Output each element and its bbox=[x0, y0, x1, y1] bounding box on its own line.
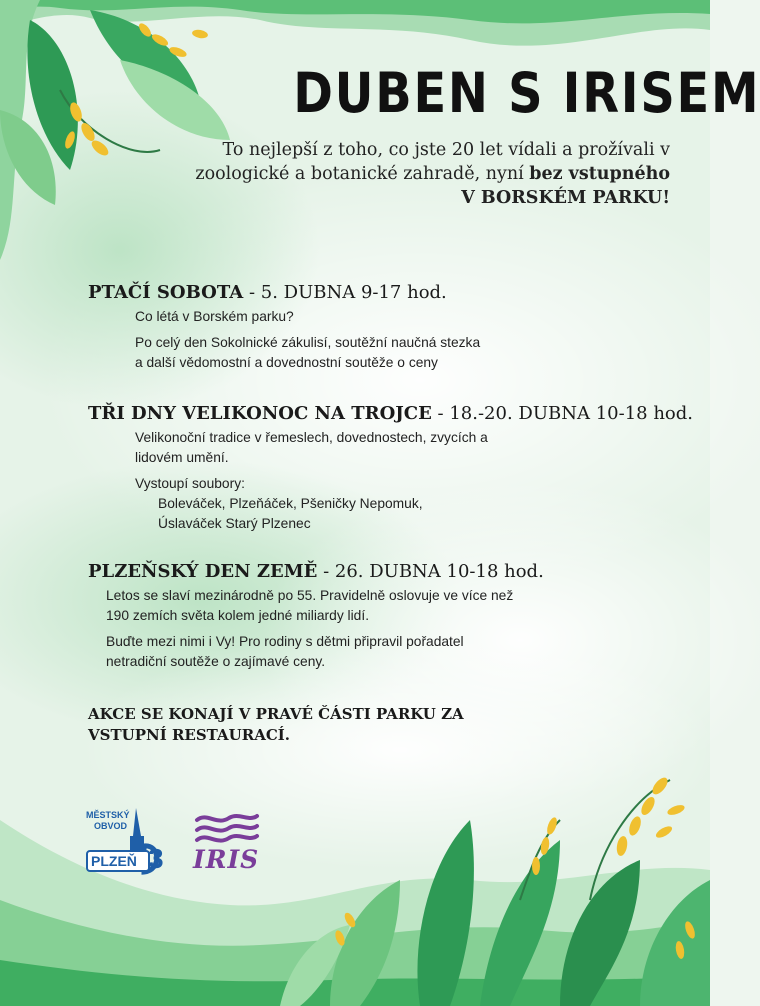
location-note: AKCE SE KONAJÍ V PRAVÉ ČÁSTI PARKU ZA VSTUPNÍ RESTAURACÍ. bbox=[88, 705, 464, 744]
intro-line-2: zoologické a botanické zahradě, nyní bez vstupného bbox=[195, 164, 670, 184]
event-ptaci-sobota bbox=[88, 282, 480, 379]
page-title: DUBEN S IRISEM bbox=[293, 61, 760, 125]
event-description: Co létá v Borském parku? Po celý den Sokolnické zákulisí, soutěžní naučná stezka a další vědomostní a dovednostní soutěže o ceny bbox=[135, 309, 481, 370]
intro-text bbox=[170, 138, 670, 210]
event-title: PLZEŇSKÝ DEN ZEMĚ - 26. DUBNA 10-18 hod. bbox=[88, 561, 544, 582]
city-badge: PLZEŇ bbox=[86, 850, 150, 872]
iris-wave-icon bbox=[193, 812, 263, 848]
event-description: Velikonoční tradice v řemeslech, dovednostech, zvycích a lidovém umění. Vystoupí soubory: Boleváček, Plzeňáček, Pšeničky Nepomuk, Úslaváček Starý Plzenec bbox=[135, 430, 488, 531]
intro-line-3: V BORSKÉM PARKU! bbox=[461, 188, 670, 208]
event-title: PTAČÍ SOBOTA - 5. DUBNA 9-17 hod. bbox=[88, 282, 447, 303]
event-plzensky-den-zeme bbox=[88, 561, 544, 678]
iris-logo: IRIS bbox=[193, 812, 263, 876]
event-tri-dny-velikonoc bbox=[88, 403, 693, 540]
event-description: Letos se slaví mezinárodně po 55. Pravidelně oslovuje ve více než 190 zemích světa kolem jedné miliardy lidí. Buďte mezi nimi i Vy! Pro rodiny s dětmi připravil pořadatel netradiční soutěže o zajímavé ceny. bbox=[106, 588, 514, 669]
intro-line-1: To nejlepší z toho, co jste 20 let vídali a prožívali v bbox=[222, 140, 670, 160]
intro-highlight: bez vstupného bbox=[529, 164, 670, 184]
mestsky-obvod-logo: MĚSTSKÝ OBVOD PLZEŇ 3 bbox=[86, 806, 166, 878]
event-title: TŘI DNY VELIKONOC NA TROJCE - 18.-20. DUBNA 10-18 hod. bbox=[88, 403, 693, 424]
